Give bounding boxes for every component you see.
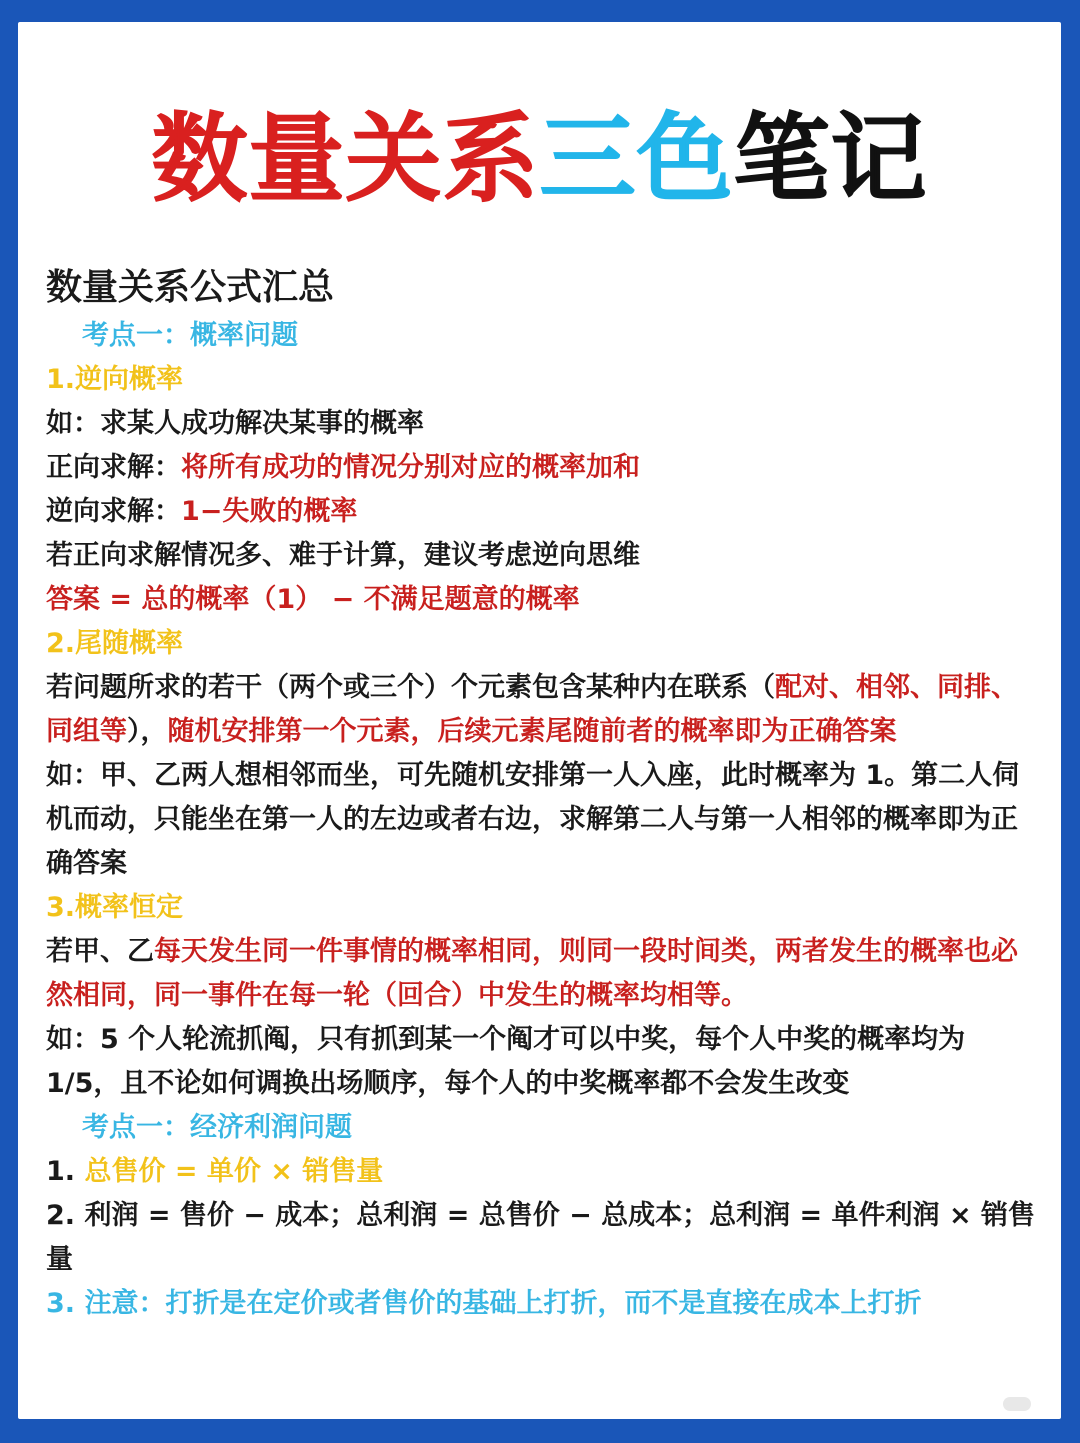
title-part-black: 笔记 [733, 103, 928, 215]
item2-example: 如：甲、乙两人想相邻而坐，可先随机安排第一人入座，此时概率为 1。第二人伺机而动，只能坐在第一人的左边或者右边，求解第二人与第一人相邻的概率即为正确答案 [46, 760, 1020, 879]
item3-example: 如：5 个人轮流抓阄，只有抓到某一个阄才可以中奖，每个人中奖的概率均为 1/5，且不论如何调换出场顺序，每个人的中奖概率都不会发生改变 [46, 1024, 966, 1099]
title-part-blue: 三色 [539, 103, 734, 215]
econ-item1 [46, 1150, 1036, 1194]
item2-rule-b: 配对、相邻、同排、同组等 [46, 672, 1018, 747]
reverse-label: 逆向求解： [46, 496, 181, 527]
item2-heading: 2.尾随概率 [46, 628, 184, 659]
item3-rule [46, 930, 1036, 1018]
kaodian-economics: 考点一：经济利润问题 [82, 1112, 352, 1143]
notes-body [46, 264, 1036, 1326]
title-part-red: 数量关系 [151, 103, 540, 215]
item3-rule-b: 每天发生同一件事情的概率相同，则同一段时间类，两者发生的概率也必然相同，同一事件在每一轮（回合）中发生的概率均相等。 [46, 936, 1018, 1011]
item2-rule-c: ）， [127, 716, 168, 747]
item1-reverse [46, 490, 1036, 534]
reverse-rule: 1−失败的概率 [181, 496, 358, 527]
item1-heading: 1.逆向概率 [46, 364, 184, 395]
item2-rule [46, 666, 1036, 754]
econ-item3: 3. 注意：打折是在定价或者售价的基础上打折，而不是直接在成本上打折 [46, 1288, 922, 1319]
item1-formula: 答案 = 总的概率（1） − 不满足题意的概率 [46, 584, 580, 615]
item2-rule-d: 随机安排第一个元素，后续元素尾随前者的概率即为正确答案 [167, 716, 897, 747]
item2-rule-a: 若问题所求的若干（两个或三个）个元素包含某种内在联系（ [46, 672, 775, 703]
kaodian-probability: 考点一：概率问题 [82, 320, 298, 351]
item1-forward [46, 446, 1036, 490]
note-card [18, 22, 1061, 1419]
watermark-badge [1003, 1397, 1031, 1411]
forward-label: 正向求解： [46, 452, 181, 483]
econ-item2: 2. 利润 = 售价 − 成本；总利润 = 总售价 − 总成本；总利润 = 单件利润 × 销售量 [46, 1200, 1035, 1275]
econ-item1-num: 1. [46, 1156, 85, 1187]
item3-heading: 3.概率恒定 [46, 892, 184, 923]
page-title [18, 104, 1061, 214]
forward-rule: 将所有成功的情况分别对应的概率加和 [181, 452, 640, 483]
item1-example: 如：求某人成功解决某事的概率 [46, 408, 424, 439]
econ-item1-formula: 总售价 = 单价 × 销售量 [84, 1156, 384, 1187]
section-heading: 数量关系公式汇总 [46, 267, 335, 308]
item3-rule-a: 若甲、乙 [46, 936, 154, 967]
item1-advice: 若正向求解情况多、难于计算，建议考虑逆向思维 [46, 540, 640, 571]
